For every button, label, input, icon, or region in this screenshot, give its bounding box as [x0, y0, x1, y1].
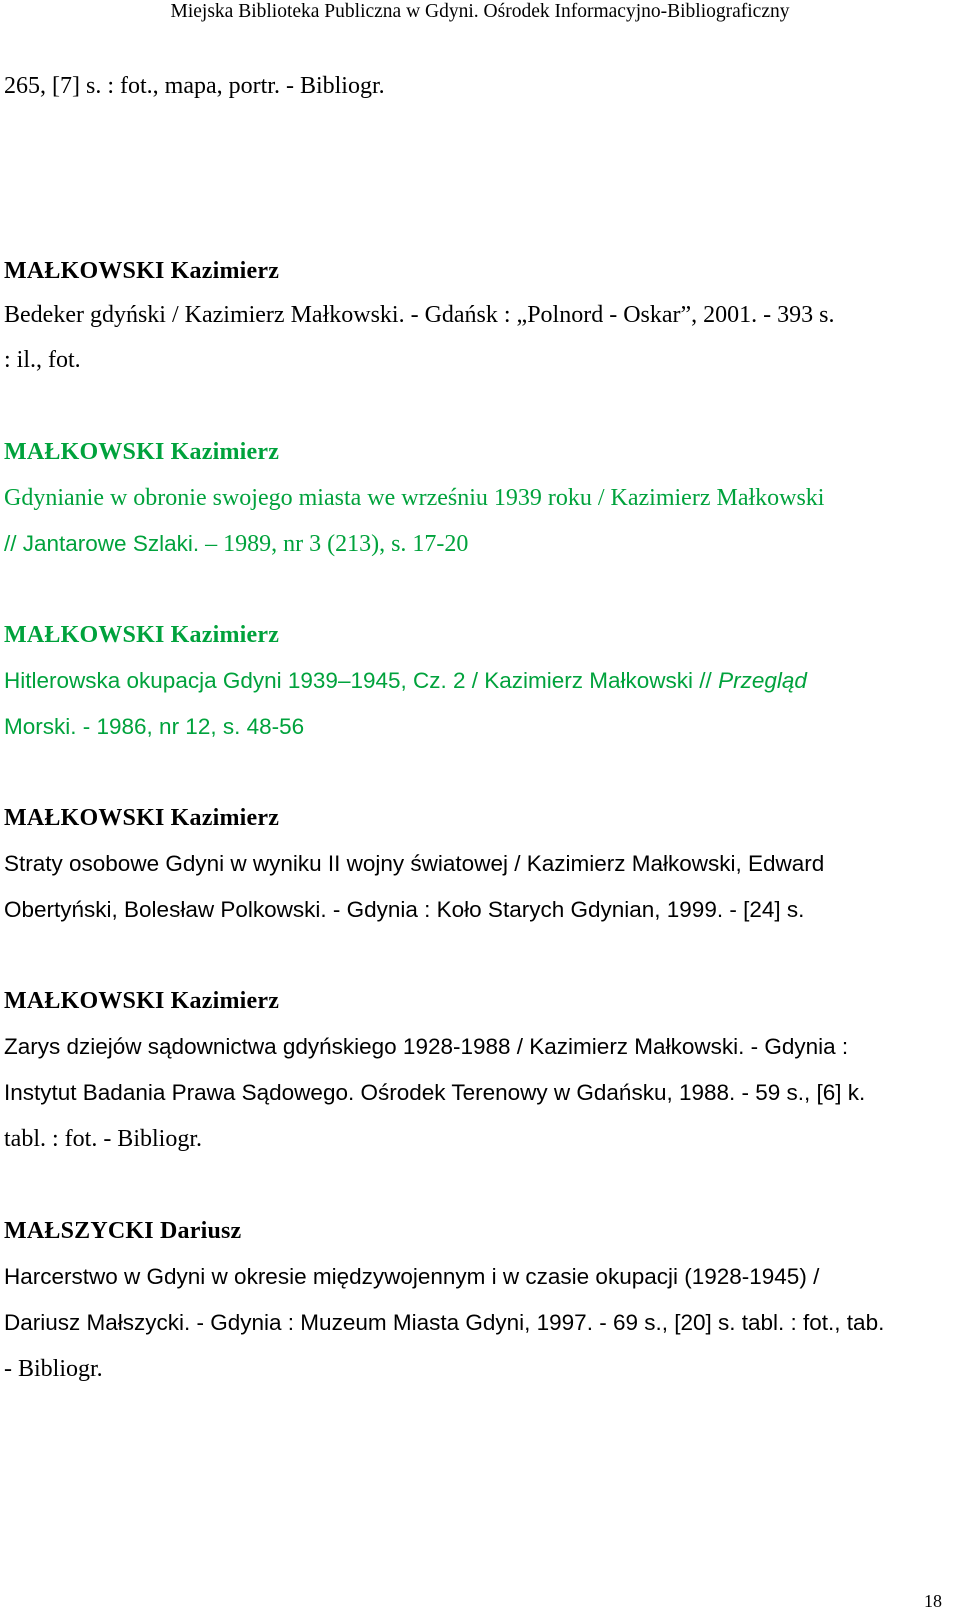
continuation-line: 265, [7] s. : fot., mapa, portr. - Bibliogr.: [4, 73, 385, 99]
entry-description: Gdynianie w obronie swojego miasta we wrześniu 1939 roku / Kazimierz Małkowski: [4, 485, 825, 511]
entry-author: MAŁKOWSKI Kazimierz: [4, 805, 280, 831]
entry-description: Obertyński, Bolesław Polkowski. - Gdynia : Koło Starych Gdynian, 1999. - [24] s.: [4, 897, 805, 922]
entry-description: Instytut Badania Prawa Sądowego. Ośrodek Terenowy w Gdańsku, 1988. - 59 s., [6] k.: [4, 1080, 866, 1105]
entry-description: - Bibliogr.: [4, 1356, 103, 1382]
entry-description: Harcerstwo w Gdyni w okresie międzywojennym i w czasie okupacji (1928-1945) /: [4, 1264, 820, 1289]
entry-description: [4, 529, 468, 559]
entry-description: Straty osobowe Gdyni w wyniku II wojny światowej / Kazimierz Małkowski, Edward: [4, 851, 825, 876]
entry-author: MAŁKOWSKI Kazimierz: [4, 622, 280, 648]
page-header: Miejska Biblioteka Publiczna w Gdyni. Ośrodek Informacyjno-Bibliograficzny: [170, 1, 790, 22]
entry-title: Hitlerowska okupacja Gdyni 1939: [4, 668, 338, 693]
entry-author: MAŁSZYCKI Dariusz: [4, 1218, 242, 1244]
entry-title-cont: –1945, Cz. 2 / Kazimierz Małkowski //: [337, 668, 719, 693]
entry-description: Bedeker gdyński / Kazimierz Małkowski. - Gdańsk : „Polnord - Oskar”, 2001. - 393 s.: [4, 302, 835, 328]
entry-citation: – 1989, nr 3 (213), s. 17-20: [199, 531, 469, 557]
entry-author: MAŁKOWSKI Kazimierz: [4, 258, 280, 284]
entry-description: [4, 666, 807, 696]
entry-description: tabl. : fot. - Bibliogr.: [4, 1126, 202, 1152]
entry-description: Dariusz Małszycki. - Gdynia : Muzeum Miasta Gdyni, 1997. - 69 s., [20] s. tabl. : fot., tab.: [4, 1310, 885, 1335]
journal-title: // Jantarowe Szlaki.: [4, 531, 200, 556]
journal-title: Przegląd: [718, 668, 807, 693]
entry-description: : il., fot.: [4, 347, 81, 373]
page-number: 18: [924, 1591, 942, 1611]
entry-author: MAŁKOWSKI Kazimierz: [4, 988, 280, 1014]
entry-description: Zarys dziejów sądownictwa gdyńskiego 1928-1988 / Kazimierz Małkowski. - Gdynia :: [4, 1034, 849, 1059]
entry-author: MAŁKOWSKI Kazimierz: [4, 439, 280, 465]
entry-description: Morski. - 1986, nr 12, s. 48-56: [4, 714, 305, 739]
